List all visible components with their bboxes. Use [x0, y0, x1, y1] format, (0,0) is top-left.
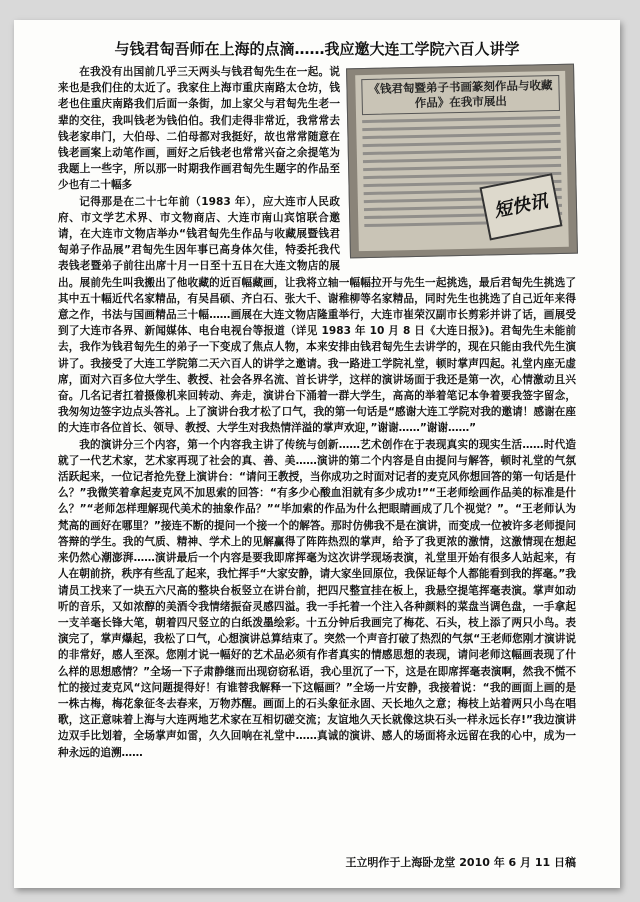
clipping-stamp-logo: 短快讯: [479, 173, 562, 240]
article-body: [58, 64, 576, 761]
document-page: [14, 20, 620, 888]
paragraph: 我的演讲分三个内容，第一个内容我主讲了传统与创新……艺术创作在于表现真实的现实生活……时代造就了一代艺术家，艺术家再现了社会的真、善、美……演讲的第二个内容是自由提问与解答，顿时礼堂的气氛活跃起来，一位记者抢先登上演讲台：“请问王教授，当你成功之时面对记者的麦克风你想回答的第一句话是什么？”我微笑着拿起麦克风不加思索的回答：“有多少心酸血泪就有多少成功!”“王老师绘画作品美的标准是什么？”“老师怎样理解现代美术的抽象作品？”“毕加索的作品为什么把眼睛画成了几个视觉？”。“王老师认为梵高的画好在哪里？”接连不断的提问一个接一个的解答。那时仿佛我不是在演讲，而变成一位被许多老师提问答辩的学生。我的气质、精神、学术上的见解赢得了阵阵热烈的掌声，给予了我更浓的激情，这激情现在想起来仍然心潮澎湃……演讲最后一个内容是要我即席挥毫为这次讲学现场表演，礼堂里开始有很多人站起来，有人在朝前挤，秩序有些乱了起来，我忙挥手“大家安静，请大家坐回原位，我保证每个人都能看到我的挥毫。”我请员工找来了一块五六尺高的整块台板竖立在讲台前，把四尺整宣挂在板上，我悬空提笔挥毫表演。掌声如动听的音乐，又如浓醇的美酒令我情绪振奋灵感四溢。我一手托着一个注入各种颜料的菜盘当调色盘，一手拿起一支羊毫长锋大笔，朝着四尺竖立的白纸泼墨绘彩。十五分钟后我画完了梅花、石头，枝上添了两只小鸟。表演完了，掌声爆起，我松了口气，心想演讲总算结束了。突然一个声音打破了热烈的气氛“王老师您刚才演讲说的非常好，感人至深。您刚才说一幅好的艺术品必须有作者真实的情感思想的表现，请问老师这幅画表现了什么样的思想感情？”全场一下子肃静继而出现窃窃私语，我心里沉了一下，这是在即席挥毫表演啊，然我不慌不忙的接过麦克风“这问题提得好！有谁替我解释一下这幅画？”全场一片安静，我接着说：“我的画面上画的是一株古梅，梅花象征冬去春来，万物苏醒。画面上的石头象征永固、天长地久之意；梅枝上站着两只小鸟在唱歌，这正意味着上海与大连两地艺术家在互相切磋交流；友谊地久天长就像这块石头一样永远长存!”我边演讲边双手比划着，全场掌声如雷，久久回响在礼堂中……真诚的演讲、感人的场面将永远留在我的心中，成为一种永远的追溯……: [58, 438, 576, 759]
paragraph: 记得那是在二十七年前（1983 年），应大连市人民政府、市文学艺术界、市文物商店、大连市南山宾馆联合邀请，在大连市文物店举办“钱君匋先生作品与收藏展暨钱君匋弟子作品展”君匋先生因年事已高身体欠佳，特委托我代表钱老暨弟子前往出席十月一日至十五日在大连文物店的展出。展前先生叫我搬出了他收藏的近百幅藏画，让我将立轴一幅幅拉开与先生一起挑选，最后君匋先生挑选了其中五十幅近代名家精品，有吴昌硕、齐白石、张大千、谢稚柳等名家精品，同时先生也挑选了自己近年来得意之作，书法与国画精品三十幅……画展在大连文物店隆重举行，大连市崔荣汉副市长剪彩并讲了话，画展受到了大连市各界、新闻媒体、电台电视台等报道（详见 1983 年 10 月 8 日《大连日报》)。君匋先生未能前去，我作为钱君匋先生的弟子一下变成了焦点人物，本来安排由钱君匋先生去讲学的，现在只能由我代先生演讲了。我接受了大连工学院第二天六百人的讲学之邀请。我一路进工学院礼堂，顿时掌声四起。礼堂内座无虚席，面对六百多位大学生、教授、社会各界名流、首长讲学，这样的演讲场面于我还是第一次，心情激动且兴奋。几名记者扛着摄像机来回转动、奔走，演讲台下涌着一群大学生，高高的举着笔记本争着要我签字留念，我匆匆边签字边点头答礼。上了演讲台我才松了口气，我的第一句话是“感谢大连工学院对我的邀请！感谢在座的大连市各位首长、领导、教授、大学生对我热情洋溢的掌声欢迎，”谢谢……”谢谢……”: [58, 195, 576, 435]
paragraph: 在我没有出国前几乎三天两头与钱君匋先生在一起。说来也是我们住的太近了。我家住上海市重庆南路太仓坊，钱老也住重庆南路我们后面一条街，加上家父与君匋先生老一辈的交往，我叫钱老为钱伯伯。我们走得非常近，我常常去钱老家串门，大伯母、二伯母都对我挺好，故也常常随意在钱老画案上动笔作画，画好之后钱老也常常兴奋之余提笔为我题上一些字，所以那一时期我作画君匋先生题字的作品至少也有二十幅多: [58, 66, 340, 192]
author-signature: 王立明作于上海卧龙堂 2010 年 6 月 11 日稿: [345, 856, 576, 869]
clipping-paper: [355, 71, 569, 251]
article-title: 与钱君匋吾师在上海的点滴……我应邀大连工学院六百人讲学: [114, 40, 520, 58]
clipping-headline: 《钱君匋暨弟子书画篆刻作品与收藏作品》在我市展出: [361, 75, 560, 115]
newspaper-clipping-image: [346, 64, 578, 259]
